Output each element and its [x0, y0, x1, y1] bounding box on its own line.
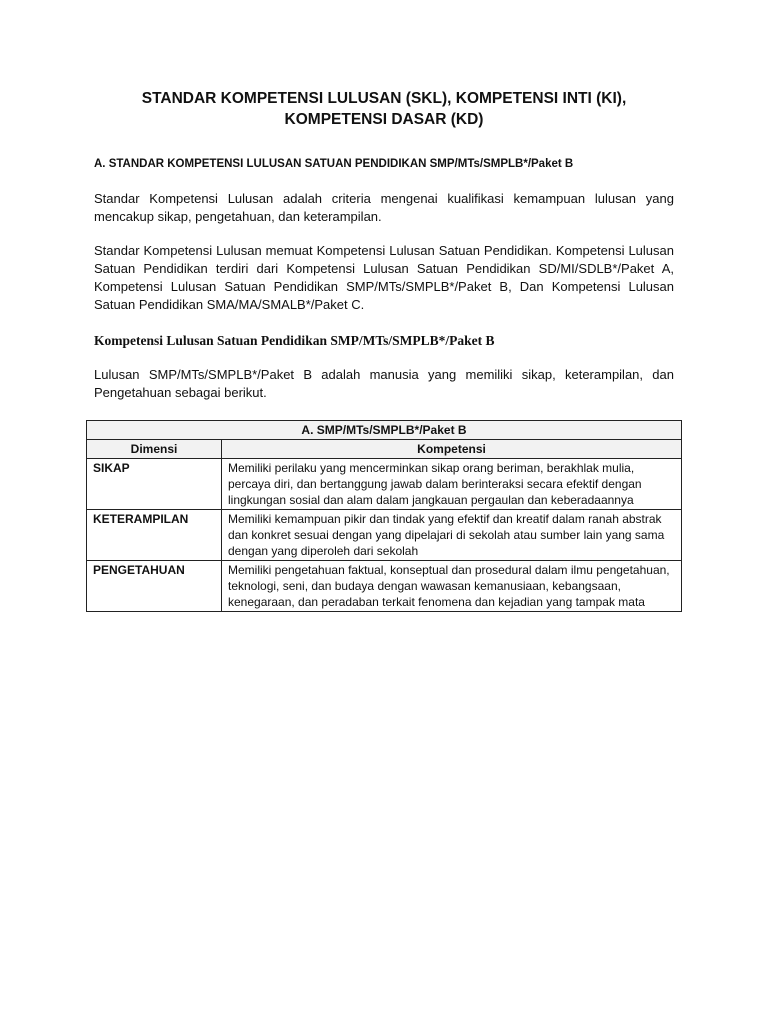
subheading-kompetensi-lulusan: Kompetensi Lulusan Satuan Pendidikan SMP/MTs/SMPLB*/Paket B — [94, 333, 495, 348]
paragraph-skl-definition: Standar Kompetensi Lulusan adalah criteria mengenai kualifikasi kemampuan lulusan yang mencakup sikap, pengetahuan, dan keterampilan. — [94, 191, 674, 224]
table-caption-row — [87, 421, 682, 440]
table-header-row — [87, 440, 682, 459]
row-kompetensi-pengetahuan: Memiliki pengetahuan faktual, konseptual dan prosedural dalam ilmu pengetahuan, teknologi, seni, dan budaya dengan wawasan kemanusiaan, kebangsaan, kenegaraan, dan peradaban terkait fenomena dan kejadian yang tampak mata — [222, 561, 682, 612]
title-line-2: KOMPETENSI DASAR (KD) — [284, 111, 484, 128]
document-title — [94, 88, 674, 130]
row-dimensi-sikap: SIKAP — [87, 459, 222, 510]
row-dimensi-pengetahuan: PENGETAHUAN — [87, 561, 222, 612]
header-kompetensi: Kompetensi — [222, 440, 682, 459]
table-caption: A. SMP/MTs/SMPLB*/Paket B — [87, 421, 682, 440]
header-dimensi: Dimensi — [87, 440, 222, 459]
paragraph-skl-content: Standar Kompetensi Lulusan memuat Kompetensi Lulusan Satuan Pendidikan. Kompetensi Lulusan Satuan Pendidikan terdiri dari Kompetensi Lulusan Satuan Pendidikan SD/MI/SDLB*/Paket A, Kompetensi Lulusan Satuan Pendidikan SMP/MTs/SMPLB*/Paket B, Dan Kompetensi Lulusan Satuan Pendidikan SMA/MA/SMALB*/Paket C. — [94, 243, 674, 312]
row-dimensi-keterampilan: KETERAMPILAN — [87, 510, 222, 561]
paragraph-lulusan: Lulusan SMP/MTs/SMPLB*/Paket B adalah manusia yang memiliki sikap, keterampilan, dan Pengetahuan sebagai berikut. — [94, 367, 674, 400]
title-line-1: STANDAR KOMPETENSI LULUSAN (SKL), KOMPETENSI INTI (KI), — [141, 90, 627, 107]
table-row — [87, 561, 682, 612]
row-kompetensi-keterampilan: Memiliki kemampuan pikir dan tindak yang efektif dan kreatif dalam ranah abstrak dan konkret sesuai dengan yang dipelajari di sekolah atau sumber lain yang sama dengan yang diperoleh dari sekolah — [222, 510, 682, 561]
competency-table — [86, 420, 682, 612]
table-row — [87, 459, 682, 510]
section-a-heading: A. STANDAR KOMPETENSI LULUSAN SATUAN PENDIDIKAN SMP/MTs/SMPLB*/Paket B — [94, 158, 574, 170]
row-kompetensi-sikap: Memiliki perilaku yang mencerminkan sikap orang beriman, berakhlak mulia, percaya diri, dan bertanggung jawab dalam berinteraksi secara efektif dengan lingkungan sosial dan alam dalam jangkauan pergaulan dan keberadaannya — [222, 459, 682, 510]
table-row — [87, 510, 682, 561]
